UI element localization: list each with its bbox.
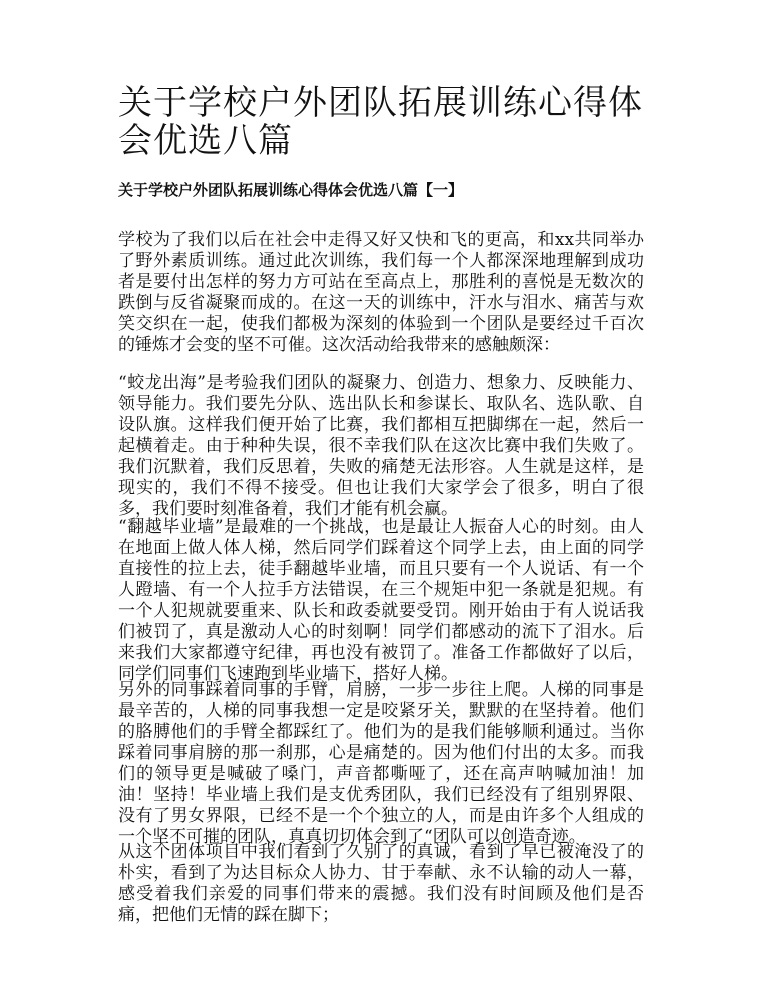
section-heading: 关于学校户外团队拓展训练心得体会优选八篇【一】	[118, 181, 464, 199]
paragraph: “蛟龙出海”是考验我们团队的凝聚力、创造力、想象力、反映能力、领导能力。我们要先分队、选出队长和参谋长、取队名、选队歌、自设队旗。这样我们便开始了比赛，我们都相互把脚绑在一起，然后一起横着走。由于种种失误，很不幸我们队在这次比赛中我们失败了。我们沉默着，我们反思着，失败的痛楚无法形容。人生就是这样，是现实的，我们不得不接受。但也让我们大家学会了很多，明白了很多，我们要时刻准备着，我们才能有机会赢。	[118, 373, 644, 519]
paragraph: “翻越毕业墙”是最难的一个挑战，也是最让人振奋人心的时刻。由人在地面上做人体人梯，然后同学们踩着这个同学上去，由上面的同学直接性的拉上去，徒手翻越毕业墙，而且只要有一个人说话、有一个人蹬墙、有一个人拉手方法错误，在三个规矩中犯一条就是犯规。有一个人犯规就要重来、队长和政委就要受罚。刚开始由于有人说话我们被罚了，真是激动人心的时刻啊！同学们都感动的流下了泪水。后来我们大家都遵守纪律，再也没有被罚了。准备工作都做好了以后，同学们同事们飞速跑到毕业墙下，搭好人梯。	[118, 517, 644, 684]
paragraph: 学校为了我们以后在社会中走得又好又快和飞的更高，和xx共同举办了野外素质训练。通过此次训练，我们每一个人都深深地理解到成功者是要付出怎样的努力方可站在至高点上，那胜利的喜悦是无数次的跌倒与反省凝聚而成的。在这一天的训练中，汗水与泪水、痛苦与欢笑交织在一起，使我们都极为深刻的体验到一个团队是要经过千百次的锤炼才会变的坚不可催。这次活动给我带来的感触颇深：	[118, 230, 644, 355]
document-title: 关于学校户外团队拓展训练心得体会优选八篇	[118, 83, 643, 161]
paragraph: 从这个团体项目中我们看到了久别了的真诚，看到了早已被淹没了的朴实，看到了为达目标众人协力、甘于奉献、永不认输的动人一幕，感受着我们亲爱的同事们带来的震撼。我们没有时间顾及他们是否痛，把他们无情的踩在脚下；	[118, 842, 644, 925]
paragraph: 另外的同事踩着同事的手臂，肩膀，一步一步往上爬。人梯的同事是最辛苦的，人梯的同事我想一定是咬紧牙关，默默的在坚持着。他们的胳膊他们的手臂全都踩红了。他们为的是我们能够顺利通过。当你踩着同事肩膀的那一刹那，心是痛楚的。因为他们付出的太多。而我们的领导更是喊破了嗓门，声音都嘶哑了，还在高声呐喊加油！加油！坚持！毕业墙上我们是支优秀团队，我们已经没有了组别界限、没有了男女界限，已经不是一个个独立的人，而是由许多个人组成的一个坚不可摧的团队，真真切切体会到了“团队可以创造奇迹。	[118, 680, 644, 847]
